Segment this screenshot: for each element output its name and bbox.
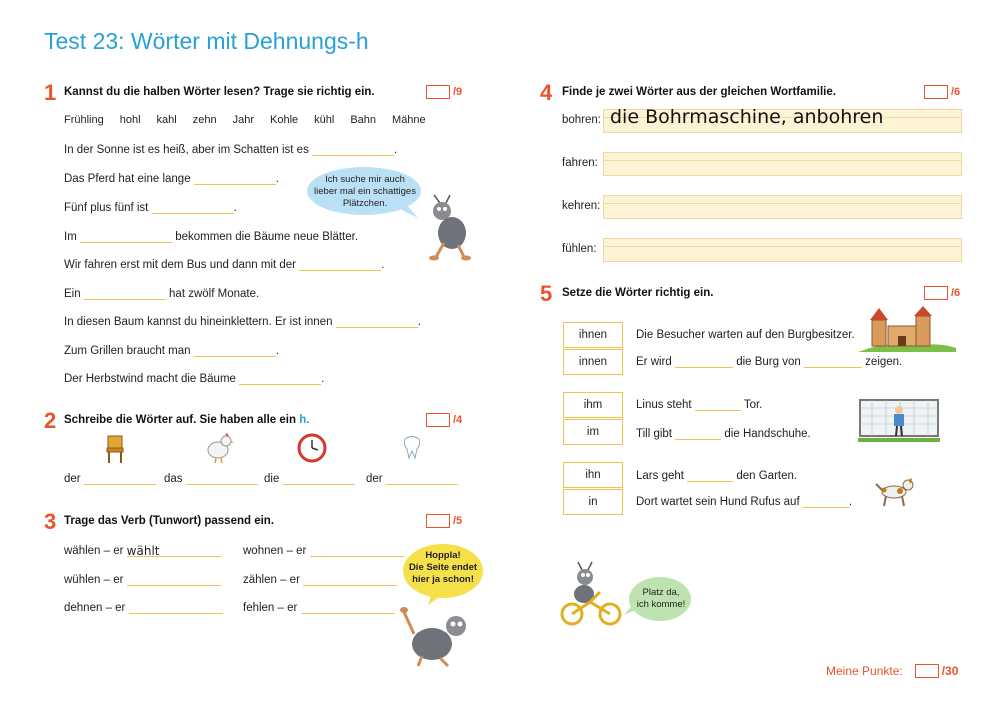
- sentence-text: Ein: [64, 288, 81, 300]
- half-word: Bahn: [350, 114, 377, 126]
- answer-blank[interactable]: [283, 472, 355, 485]
- bubble-text: [404, 550, 482, 586]
- score-box[interactable]: [426, 413, 450, 427]
- sentence-text: Der Herbstwind macht die Bäume: [64, 373, 236, 385]
- sentence-text: den Garten.: [736, 470, 798, 482]
- word-card[interactable]: ihm: [563, 392, 623, 418]
- castle-icon: [858, 306, 956, 352]
- sentence-text: Er wird: [636, 356, 672, 368]
- task1-number: 1: [44, 80, 57, 105]
- total-label: Meine Punkte:: [826, 664, 903, 678]
- sentence-text: bekommen die Bäume neue Blätter.: [175, 231, 359, 243]
- verb-label: wählen – er: [64, 545, 124, 557]
- sentence-text: Linus steht: [636, 399, 692, 411]
- verb-label: wohnen – er: [243, 545, 307, 557]
- task2-points: /4: [453, 414, 463, 426]
- sentence: Die Besucher warten auf den Burgbesitzer.: [636, 329, 855, 341]
- sentence-text: Im: [64, 231, 77, 243]
- answer-blank[interactable]: [301, 601, 395, 614]
- task4-points: /6: [951, 86, 961, 98]
- total-score: [826, 664, 958, 678]
- word-card[interactable]: ihn: [563, 462, 623, 488]
- task4-number: 4: [540, 80, 553, 105]
- task4-instruction: Finde je zwei Wörter aus der gleichen Wortfamilie.: [562, 86, 836, 98]
- answer-blank[interactable]: [804, 355, 862, 368]
- task1-points: /9: [453, 86, 463, 98]
- answer-blank[interactable]: [336, 315, 418, 328]
- highlight-letter: h.: [299, 414, 310, 426]
- task4-score: [924, 85, 960, 99]
- tooth-icon: [402, 435, 422, 459]
- sentence-text: zeigen.: [865, 356, 903, 368]
- bubble-line: Ich suche mir auch: [325, 174, 405, 185]
- bubble-text: [630, 587, 692, 611]
- half-word: hohl: [119, 114, 141, 126]
- task1-sentence: [64, 230, 358, 243]
- task2-score: [426, 413, 462, 427]
- sentence-text: Das Pferd hat eine lange: [64, 173, 191, 185]
- score-box[interactable]: [426, 85, 450, 99]
- verb-row: [243, 601, 395, 614]
- sentence-text: Till gibt: [636, 428, 672, 440]
- task5-points: /6: [951, 287, 961, 299]
- answer-blank[interactable]: [239, 372, 321, 385]
- task1-sentence: [64, 315, 421, 328]
- answer-blank[interactable]: [695, 398, 741, 411]
- task1-sentence: [64, 258, 384, 271]
- task1-sentence: [64, 172, 279, 185]
- verb-label: dehnen – er: [64, 602, 126, 614]
- answer-blank[interactable]: [299, 258, 381, 271]
- answer-blank[interactable]: [803, 495, 849, 508]
- task1-instruction: Kannst du die halben Wörter lesen? Trage sie richtig ein.: [64, 86, 375, 98]
- task5-number: 5: [540, 281, 553, 306]
- task1-sentence: [64, 201, 237, 214]
- task1-sentence: [64, 287, 259, 300]
- sentence: [636, 427, 811, 440]
- sentence-text: die Burg von: [736, 356, 801, 368]
- ant-shadow-icon: [420, 195, 476, 263]
- bubble-line: Plätzchen.: [342, 198, 388, 209]
- article-row: [264, 472, 355, 485]
- answer-blank[interactable]: [127, 573, 221, 586]
- sentence-text: .: [381, 259, 385, 271]
- task1-sentence: [64, 372, 324, 385]
- word-card[interactable]: innen: [563, 349, 623, 375]
- page-title: Test 23: Wörter mit Dehnungs-h: [44, 28, 369, 54]
- sentence-text: .: [275, 173, 279, 185]
- sentence-text: Lars geht: [636, 470, 684, 482]
- verb-label: fehlen – er: [243, 602, 298, 614]
- answer-blank[interactable]: [194, 344, 276, 357]
- article-row: [64, 472, 156, 485]
- sentence-text: Wir fahren erst mit dem Bus und dann mit der: [64, 259, 297, 271]
- word-family-label: fühlen:: [562, 243, 597, 255]
- sentence-text: .: [321, 373, 325, 385]
- sentence-text: hat zwölf Monate.: [169, 288, 260, 300]
- sentence-text: .: [417, 316, 421, 328]
- sentence-text: Zum Grillen braucht man: [64, 345, 191, 357]
- sentence-text: .: [233, 202, 237, 214]
- half-word: Mähne: [392, 114, 426, 126]
- answer-blank[interactable]: [80, 230, 172, 243]
- task5-score: [924, 286, 960, 300]
- answer-blank[interactable]: [186, 472, 258, 485]
- answer-blank[interactable]: [312, 143, 394, 156]
- sentence-text: .: [848, 496, 853, 508]
- task1-sentence: [64, 143, 397, 156]
- article: der: [366, 473, 383, 485]
- answer-blank[interactable]: [675, 427, 721, 440]
- sentence: [636, 398, 762, 411]
- half-word: Kohle: [270, 114, 299, 126]
- sentence-text: Tor.: [743, 399, 763, 411]
- bubble-line: Platz da,: [642, 587, 680, 598]
- answer-field[interactable]: [603, 152, 962, 176]
- article: die: [264, 473, 280, 485]
- article-row: [164, 472, 258, 485]
- half-word: Frühling: [64, 114, 104, 126]
- sentence-text: In der Sonne ist es heiß, aber im Schatten ist es: [64, 144, 309, 156]
- chicken-icon: [204, 432, 234, 464]
- sentence-text: die Handschuhe.: [724, 428, 811, 440]
- dog-icon: [874, 476, 914, 508]
- score-box[interactable]: [924, 85, 948, 99]
- answer-blank[interactable]: wählt: [127, 544, 221, 557]
- total-points: /30: [941, 664, 959, 678]
- bubble-line: hier ja schon!: [412, 574, 474, 585]
- word-card[interactable]: in: [563, 489, 623, 515]
- task5-instruction: Setze die Wörter richtig ein.: [562, 287, 714, 299]
- half-word: Jahr: [232, 114, 254, 126]
- task3-number: 3: [44, 509, 57, 534]
- sentence: [636, 469, 797, 482]
- sentence-text: Fünf plus fünf ist: [64, 202, 149, 214]
- article-row: [366, 472, 458, 485]
- half-word: zehn: [192, 114, 217, 126]
- article: das: [164, 473, 183, 485]
- word-family-label: kehren:: [562, 200, 601, 212]
- answer-blank[interactable]: [194, 172, 276, 185]
- bubble-line: Die Seite endet: [408, 562, 478, 573]
- ant-falling-icon: [400, 604, 474, 668]
- verb-label: zählen – er: [243, 574, 300, 586]
- score-box[interactable]: [924, 286, 948, 300]
- task3-score: [426, 514, 462, 528]
- score-box[interactable]: [915, 664, 939, 678]
- verb-row: [243, 544, 404, 557]
- verb-row: [64, 544, 221, 557]
- answer-blank[interactable]: [675, 355, 733, 368]
- clock-icon: [297, 433, 327, 463]
- task1-score: [426, 85, 462, 99]
- sentence-text: In diesen Baum kannst du hineinklettern. Er ist innen: [64, 316, 333, 328]
- word-family-label: bohren:: [562, 114, 602, 126]
- task2-instruction: [64, 414, 309, 426]
- answer-blank[interactable]: [129, 601, 223, 614]
- bubble-line: Hoppla!: [425, 550, 461, 561]
- answer-blank[interactable]: [152, 201, 234, 214]
- article: der: [64, 473, 81, 485]
- task2-number: 2: [44, 408, 57, 433]
- answer-blank[interactable]: [84, 287, 166, 300]
- word-card[interactable]: im: [563, 419, 623, 445]
- verb-row: [64, 573, 221, 586]
- task3-instruction: Trage das Verb (Tunwort) passend ein.: [64, 515, 275, 527]
- answer-blank[interactable]: [310, 544, 404, 557]
- word-card[interactable]: ihnen: [563, 322, 623, 348]
- bubble-line: lieber mal ein schattiges: [314, 186, 416, 197]
- verb-label: wühlen – er: [64, 574, 124, 586]
- sentence: [636, 355, 902, 368]
- sentence-text: Dort wartet sein Hund Rufus auf: [636, 496, 800, 508]
- answer-field[interactable]: [603, 238, 962, 262]
- sentence-text: .: [275, 345, 279, 357]
- chair-icon: [104, 434, 126, 464]
- ant-bike-icon: [560, 562, 626, 626]
- score-box[interactable]: [426, 514, 450, 528]
- task1-sentence: [64, 344, 279, 357]
- answer-blank[interactable]: [386, 472, 458, 485]
- half-word: kahl: [156, 114, 177, 126]
- answer-field[interactable]: [603, 195, 962, 219]
- word-family-label: fahren:: [562, 157, 598, 169]
- half-words-row: [64, 114, 426, 126]
- answer-blank[interactable]: [303, 573, 397, 586]
- answer-blank[interactable]: [84, 472, 156, 485]
- bubble-line: ich komme!: [636, 599, 686, 610]
- bubble-text: [310, 174, 420, 210]
- example-answer: die Bohrmaschine, anbohren: [610, 106, 884, 128]
- task3-points: /5: [453, 515, 463, 527]
- verb-row: [243, 573, 397, 586]
- answer-blank[interactable]: [687, 469, 733, 482]
- sentence: [636, 495, 852, 508]
- half-word: kühl: [314, 114, 335, 126]
- soccer-goal-icon: [858, 398, 940, 442]
- task2-instruction-text: Schreibe die Wörter auf. Sie haben alle ein: [64, 414, 296, 426]
- sentence-text: .: [394, 144, 398, 156]
- verb-row: [64, 601, 223, 614]
